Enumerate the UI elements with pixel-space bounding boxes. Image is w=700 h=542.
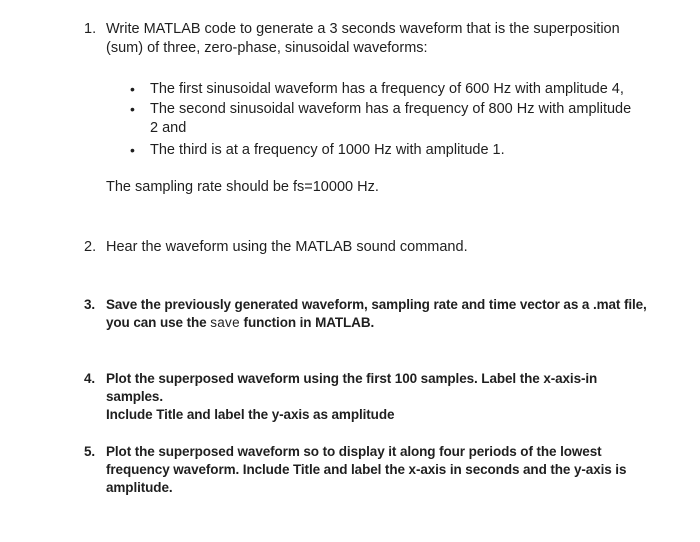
- question-1-number: 1.: [84, 21, 97, 37]
- bullet-item: [130, 80, 650, 100]
- save-code-word: save: [210, 315, 240, 330]
- question-3: [84, 296, 654, 332]
- bullet-icon: •: [130, 81, 135, 97]
- question-4: [84, 370, 654, 424]
- question-2: [84, 238, 654, 257]
- question-3-line-2: [106, 314, 654, 332]
- bullet-item: [130, 141, 650, 161]
- bullet-item: [130, 100, 650, 120]
- bullet-icon: •: [130, 100, 135, 117]
- question-1-bullet-list: [130, 80, 650, 160]
- question-4-line-1: Plot the superposed waveform using the first 100 samples. Label the x-axis-in samples.: [106, 371, 598, 404]
- sampling-note-text: The sampling rate should be fs=10000 Hz.: [106, 179, 379, 195]
- question-1-line-2: (sum) of three, zero-phase, sinusoidal waveforms:: [106, 40, 428, 56]
- bullet-text: The second sinusoidal waveform has a frequency of 800 Hz with amplitude: [150, 100, 632, 117]
- question-1: [84, 20, 654, 58]
- bullet-icon: •: [130, 141, 135, 158]
- question-5-number: 5.: [84, 444, 96, 459]
- question-3-line-1: Save the previously generated waveform, sampling rate and time vector as a .mat file,: [106, 297, 647, 312]
- bullet-continuation: [130, 119, 650, 139]
- question-3-line-2-post: function in MATLAB.: [239, 315, 375, 330]
- question-3-line-2-pre: you can use the: [106, 315, 211, 330]
- bullet-text: 2 and: [150, 120, 187, 136]
- bullet-text: The first sinusoidal waveform has a frequency of 600 Hz with amplitude 4,: [150, 81, 624, 97]
- question-5-line-3: amplitude.: [106, 480, 173, 495]
- question-5-line-1: Plot the superposed waveform so to display it along four periods of the lowest: [106, 444, 602, 459]
- question-2-number: 2.: [84, 239, 97, 255]
- question-5: [84, 443, 654, 497]
- question-4-line-2: Include Title and label the y-axis as amplitude: [106, 407, 395, 422]
- question-1-line-1: Write MATLAB code to generate a 3 seconds waveform that is the superposition: [106, 21, 620, 37]
- question-4-number: 4.: [84, 371, 96, 386]
- bullet-text: The third is at a frequency of 1000 Hz with amplitude 1.: [150, 141, 505, 158]
- question-5-line-2: frequency waveform. Include Title and label the x-axis in seconds and the y-axis is: [106, 462, 627, 477]
- question-3-number: 3.: [84, 297, 96, 312]
- sampling-note: [84, 178, 654, 197]
- question-2-line-1: Hear the waveform using the MATLAB sound command.: [106, 239, 468, 255]
